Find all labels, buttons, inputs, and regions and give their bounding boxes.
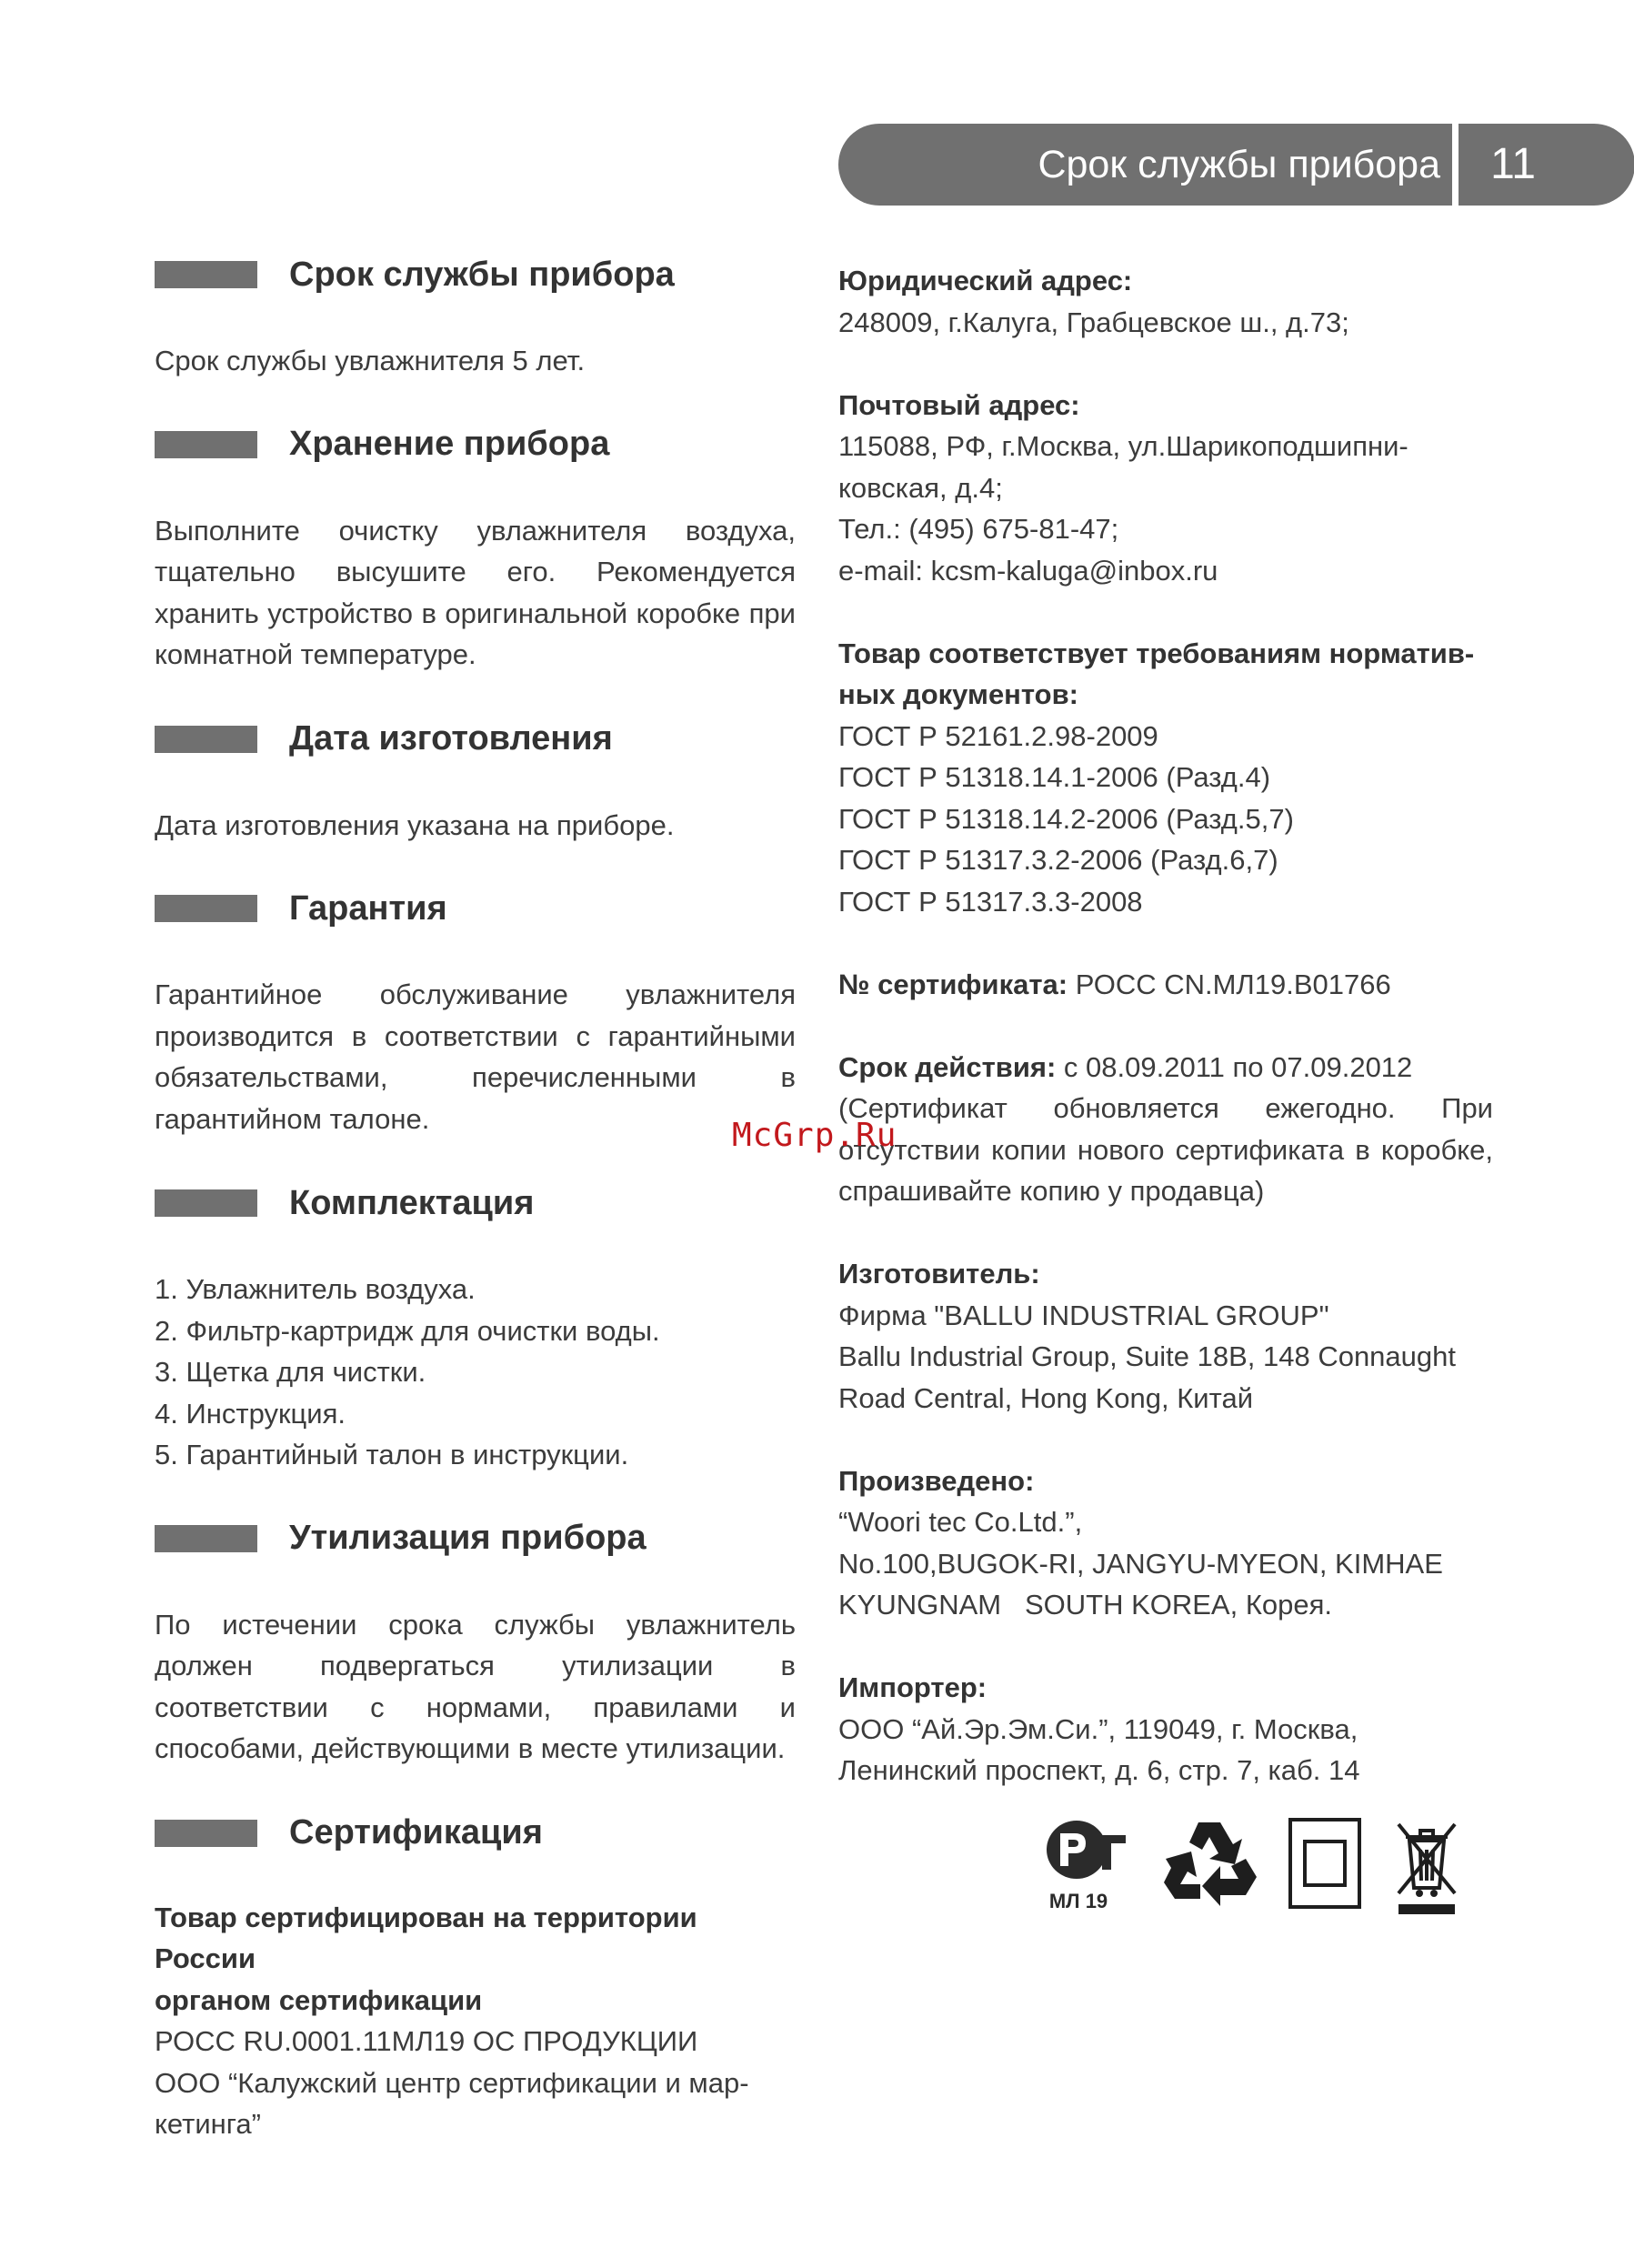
double-insulation-icon [1288,1817,1362,1910]
standards-block [838,633,1493,923]
package-list [155,1269,796,1476]
postal-address-line: ковская, д.4; [838,471,1003,504]
produced-label: Произведено: [838,1464,1035,1497]
standard-item: ГОСТ Р 52161.2.98-2009 [838,719,1158,752]
postal-address-block [838,385,1493,592]
watermark: McGrp.Ru [732,1117,897,1154]
section-bar [155,261,257,288]
certification-line: РОСС RU.0001.11МЛ19 ОС ПРОДУКЦИИ [155,2025,698,2057]
section-title-service-life: Срок службы прибора [289,255,675,294]
manufacturer-block [838,1253,1493,1419]
rst-caption: МЛ 19 [1048,1890,1108,1912]
list-item: 2. Фильтр-картридж для очистки воды. [155,1314,660,1347]
rst-certification-icon [1044,1817,1135,1915]
validity-note: (Сертификат обновляется ежегодно. При отсутствии копии нового сертификата в коробке, спрашивайте копию у продавца) [838,1092,1493,1207]
manufacturer-label: Изготовитель: [838,1258,1040,1290]
certification-block [155,1897,796,2145]
disposal-text: По истечении срока службы увлажнитель должен подвергаться утилизации в соответствии с нормами, правилами и способами, действующими в месте утилизации. [155,1608,796,1764]
section-bar [155,1189,257,1217]
weee-crossed-bin-icon [1393,1817,1460,1917]
storage-text: Выполните очистку увлажнителя воздуха, тщательно высушите его. Рекомендуется хранить устройство в оригинальной коробке при комнатной температуре. [155,514,796,670]
phone-text: Тел.: (495) 675-81-47; [838,513,1119,545]
certification-bold-line: органом сертификации [155,1983,483,2016]
standard-item: ГОСТ Р 51318.14.2-2006 (Разд.5,7) [838,802,1294,835]
produced-line: KYUNGNAM SOUTH KOREA, Корея. [838,1589,1333,1621]
standard-item: ГОСТ Р 51317.3.2-2006 (Разд.6,7) [838,844,1278,876]
section-title-package: Комплектация [289,1183,535,1222]
certificate-label: № сертификата: [838,968,1068,1000]
email-text: e-mail: kcsm-kaluga@inbox.ru [838,554,1218,587]
section-head-certification [155,1810,796,1857]
left-column [155,251,796,2145]
importer-line: Ленинский проспект, д. 6, стр. 7, каб. 14 [838,1754,1360,1786]
right-column [838,260,1493,1791]
certificate-value: РОСС CN.МЛ19.В01766 [1068,968,1391,1000]
standards-label: ных документов: [838,678,1078,710]
standards-label: Товар соответствует требованиям норматив- [838,637,1475,669]
section-title-manufacture-date: Дата изготовления [289,719,613,758]
list-item: 1. Увлажнитель воздуха. [155,1273,476,1305]
section-head-warranty [155,885,796,932]
section-head-disposal [155,1515,796,1562]
list-item: 5. Гарантийный талон в инструкции. [155,1439,629,1470]
section-bar [155,1820,257,1847]
importer-label: Импортер: [838,1671,987,1703]
section-bar [155,1525,257,1552]
section-bar [155,726,257,753]
legal-address-value: 248009, г.Калуга, Грабцевское ш., д.73; [838,306,1349,338]
standard-item: ГОСТ Р 51318.14.1-2006 (Разд.4) [838,761,1271,793]
section-head-service-life [155,251,796,298]
certification-line: кетинга” [155,2108,261,2140]
standard-item: ГОСТ Р 51317.3.3-2008 [838,885,1143,918]
manufacture-date-text: Дата изготовления указана на приборе. [155,808,675,841]
legal-address-label: Юридический адрес: [838,265,1133,296]
validity-block [838,1047,1493,1212]
produced-block [838,1460,1493,1626]
section-title-certification: Сертификация [289,1813,543,1852]
list-item: 4. Инструкция. [155,1397,346,1430]
section-head-storage [155,421,796,468]
section-bar [155,895,257,922]
produced-line: “Woori tec Co.Ltd.”, [838,1506,1083,1538]
section-title-warranty: Гарантия [289,888,447,928]
validity-line [838,1047,1493,1089]
page-number: 11 [1490,140,1536,188]
warranty-text: Гарантийное обслуживание увлажнителя производится в соответствии с гарантийными обязательствами, перечисленными в гарантийном талоне. [155,978,796,1135]
certification-line: ООО “Калужский центр сертификации и мар- [155,2066,749,2099]
manufacturer-line: Road Central, Hong Kong, Китай [838,1381,1254,1414]
certification-bold-line: Товар сертифицирован на территории России [155,1901,697,1974]
section-title-storage: Хранение прибора [289,425,610,463]
section-head-package [155,1179,796,1227]
validity-value: с 08.09.2011 по 07.09.2012 [1056,1050,1413,1083]
validity-label: Срок действия: [838,1050,1057,1083]
postal-address-label: Почтовый адрес: [838,388,1080,421]
produced-line: No.100,BUGOK-RI, JANGYU-MYEON, KIMHAE [838,1547,1443,1580]
importer-line: ООО “Ай.Эр.Эм.Си.”, 119049, г. Москва, [838,1712,1358,1745]
list-item: 3. Щетка для чистки. [155,1356,426,1388]
header-divider [1452,124,1459,206]
section-head-manufacture-date [155,716,796,763]
importer-block [838,1667,1493,1791]
manufacturer-line: Ballu Industrial Group, Suite 18B, 148 Connaught [838,1340,1457,1372]
manufacturer-line: Фирма "BALLU INDUSTRIAL GROUP" [838,1299,1329,1331]
certificate-number [838,964,1493,1006]
header-title: Срок службы прибора [1038,143,1440,186]
compliance-icons [1044,1817,1460,1917]
section-title-disposal: Утилизация прибора [289,1519,647,1557]
postal-address-line: 115088, РФ, г.Москва, ул.Шарикоподшипни- [838,430,1408,462]
legal-address-block [838,260,1493,343]
section-bar [155,431,257,458]
recycle-icon [1162,1817,1257,1908]
service-life-text: Срок службы увлажнителя 5 лет. [155,345,586,376]
